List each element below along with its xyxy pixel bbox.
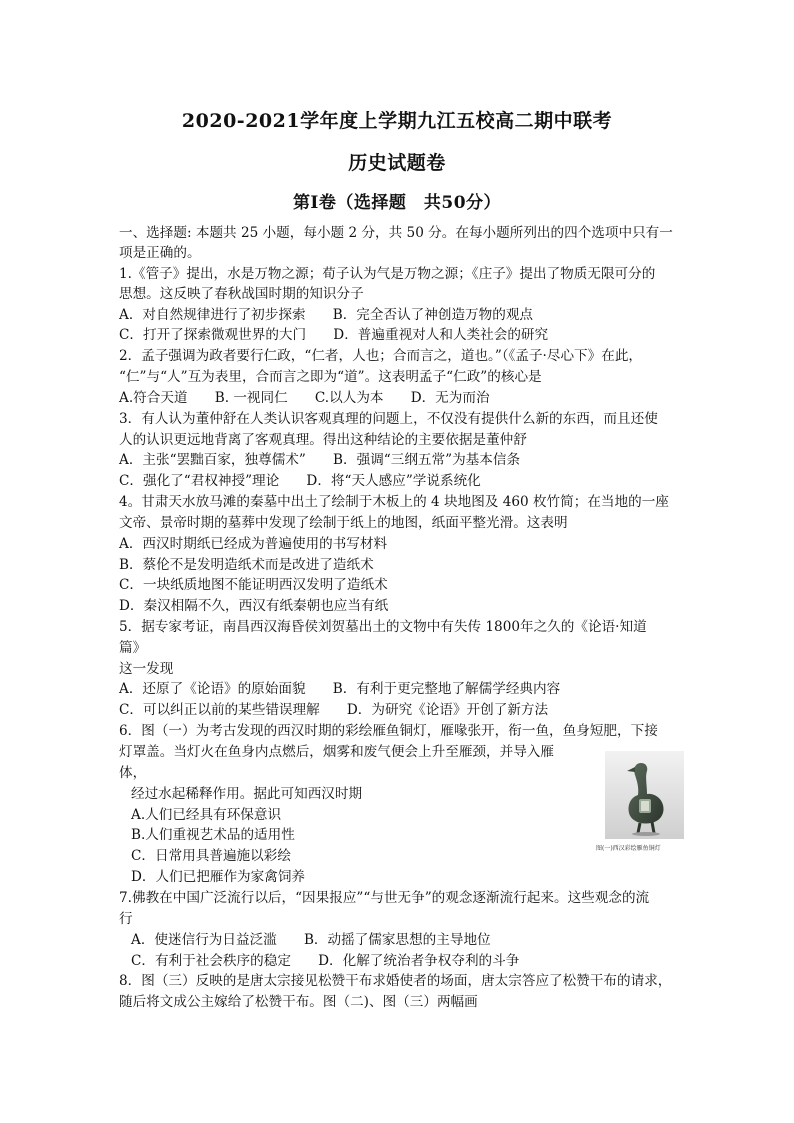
- question-1-stem: 1.《管子》提出，水是万物之源；荀子认为气是万物之源；《庄子》提出了物质无限可分的: [119, 266, 656, 282]
- question-4-option: B．蔡伦不是发明造纸术而是改进了造纸术: [119, 557, 374, 573]
- question-6-option: B.人们重视艺术品的适用性: [131, 827, 295, 843]
- question-3-options: A．主张“罢黜百家，独尊儒术” B．强调“三纲五常”为基本信条: [119, 452, 521, 468]
- question-2-options: A.符合天道 B. 一视同仁 C.以人为本 D．无为而治: [119, 390, 490, 406]
- question-7-stem: 7.佛教在中国广泛流行以后，“因果报应”“与世无争”的观念逐渐流行起来。这些观念的流: [119, 890, 650, 906]
- question-5-stem: 5．据专家考证，南昌西汉海昏侯刘贺墓出土的文物中有失传 1800年之久的《论语·知道: [119, 619, 647, 635]
- instruction-line: 一、选择题: 本题共 25 小题，每小题 2 分，共 50 分。在每小题所列出的四个选项中只有一: [119, 225, 673, 241]
- question-4-option: A．西汉时期纸已经成为普遍使用的书写材料: [119, 536, 388, 552]
- section-heading: 第Ⅰ卷（选择题 共50分）: [292, 193, 502, 213]
- question-2-stem: 2．孟子强调为政者要行仁政，“仁者，人也；合而言之，道也。”（《孟子·尽心下》在此，: [119, 348, 643, 364]
- question-1-options: C．打开了探索微观世界的大门 D．普遍重视对人和人类社会的研究: [119, 327, 549, 343]
- figure-caption: 图(一)西汉彩绘雁鱼铜灯: [596, 845, 661, 852]
- question-5-stem: 这一发现: [119, 661, 174, 677]
- question-6-stem: 灯罩盖。当灯火在鱼身内点燃后，烟雾和废气便会上升至雁颈，并导入雁: [119, 744, 554, 760]
- question-7-stem: 行: [119, 911, 133, 927]
- question-3-stem: 人的认识更远地背离了客观真理。得出这种结论的主要依据是董仲舒: [119, 432, 527, 448]
- question-3-stem: 3．有人认为董仲舒在人类认识客观真理的问题上，不仅没有提供什么新的东西，而且还使: [119, 411, 658, 427]
- question-6-option: A.人们已经具有环保意识: [131, 807, 282, 823]
- exam-title: 2020-2021学年度上学期九江五校高二期中联考: [181, 110, 613, 132]
- question-1-stem: 思想。这反映了春秋战国时期的知识分子: [119, 286, 364, 302]
- goose-fish-lamp-image: [605, 751, 684, 839]
- question-7-options: C．有利于社会秩序的稳定 D．化解了统治者争权夺利的斗争: [131, 953, 520, 969]
- exam-subtitle: 历史试题卷: [348, 152, 446, 174]
- question-1-options: A．对自然规律进行了初步探索 B．完全否认了神创造万物的观点: [119, 307, 534, 323]
- question-6-stem: 6．图（一）为考古发现的西汉时期的彩绘雁鱼铜灯，雁喙张开，衔一鱼，鱼身短肥，下接: [119, 723, 658, 739]
- goose-fish-lamp-illustration: [605, 751, 684, 839]
- question-4-option: C．一块纸质地图不能证明西汉发明了造纸术: [119, 577, 388, 593]
- instruction-line: 项是正确的。: [119, 245, 201, 261]
- question-4-option: D．秦汉相隔不久，西汉有纸秦朝也应当有纸: [119, 598, 389, 614]
- question-7-options: A．使迷信行为日益泛滥 B．动摇了儒家思想的主导地位: [131, 932, 491, 948]
- question-8-stem: 8．图（三）反映的是唐太宗接见松赞干布求婚使者的场面，唐太宗答应了松赞干布的请求，: [119, 973, 672, 989]
- question-2-stem: “仁”与“人”互为表里，合而言之即为“道”。这表明孟子“仁政”的核心是: [119, 369, 542, 385]
- question-4-stem: 文帝、景帝时期的墓葬中发现了绘制于纸上的地图，纸面平整光滑。这表明: [119, 515, 568, 531]
- question-6-option: C．日常用具普遍施以彩绘: [131, 848, 291, 864]
- question-5-options: C．可以纠正以前的某些错误理解 D．为研究《论语》开创了新方法: [119, 702, 549, 718]
- question-5-stem: 篇》: [119, 640, 147, 656]
- question-6-stem: 经过水起稀释作用。据此可知西汉时期: [131, 786, 363, 802]
- question-4-stem: 4。甘肃天水放马滩的秦墓中出土了绘制于木板上的 4 块地图及 460 枚竹简；在当地的一座: [119, 494, 669, 510]
- question-6-stem: 体，: [119, 765, 147, 781]
- question-5-options: A．还原了《论语》的原始面貌 B．有利于更完整地了解儒学经典内容: [119, 681, 561, 697]
- question-6-option: D．人们已把雁作为家禽饲养: [131, 869, 306, 885]
- question-3-options: C．强化了“君权神授”理论 D．将“天人感应”学说系统化: [119, 473, 481, 489]
- question-8-stem: 随后将文成公主嫁给了松赞干布。图（二)、图（三）两幅画: [119, 994, 478, 1010]
